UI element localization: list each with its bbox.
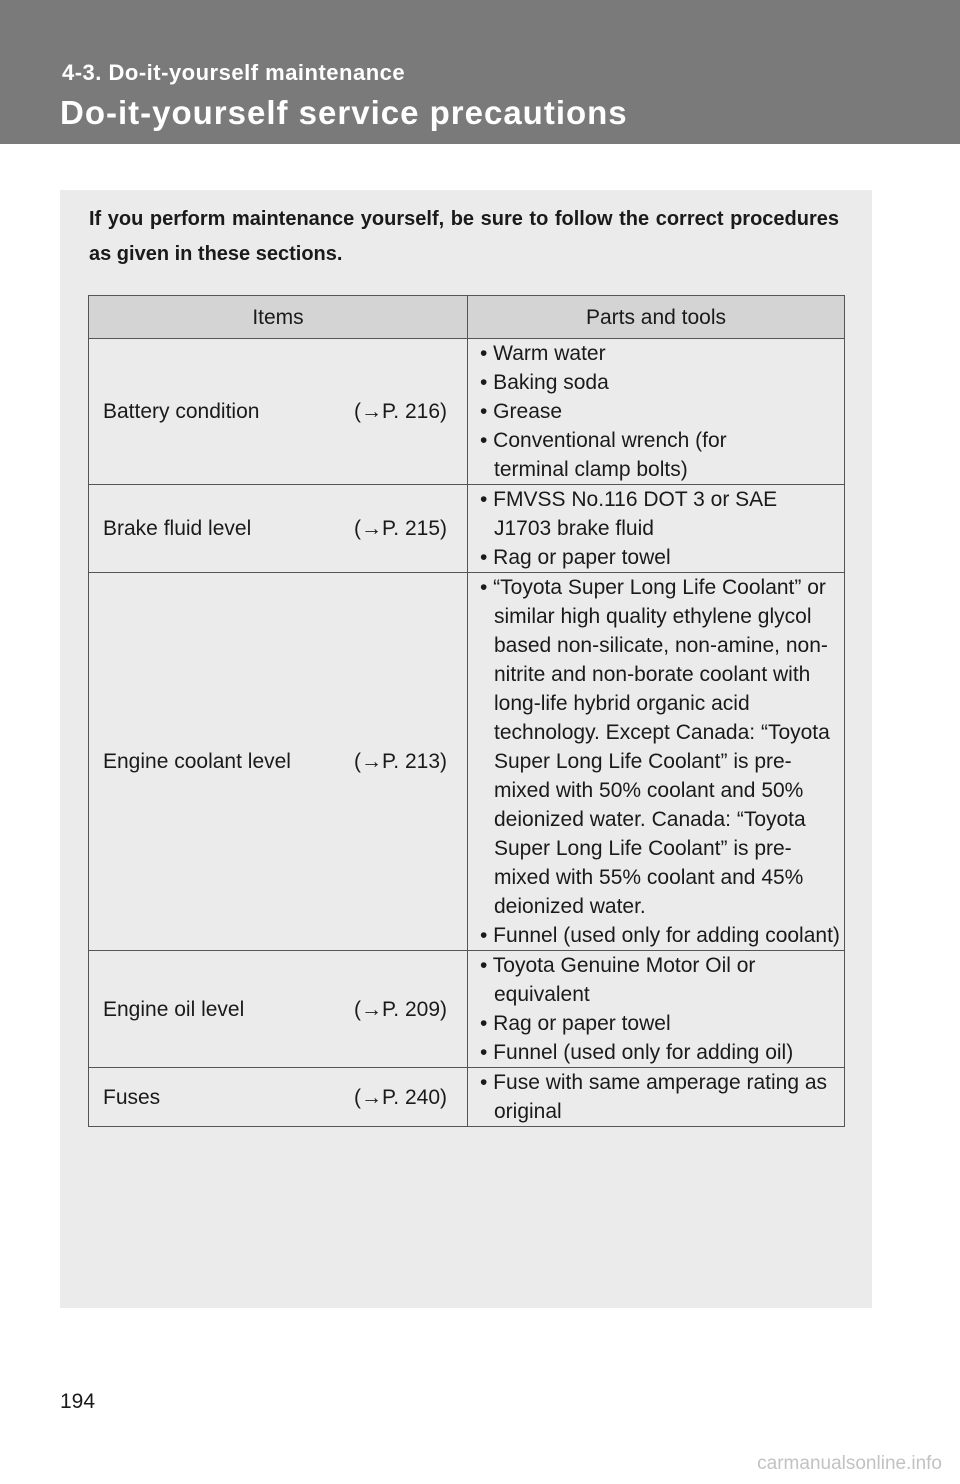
tool-item: • FMVSS No.116 DOT 3 or SAE J1703 brake fluid [480,488,778,540]
tool-item: • Toyota Genuine Motor Oil or equivalent [480,954,756,1006]
page-title: Do-it-yourself service precautions [60,94,628,131]
tools-cell [468,1068,845,1127]
tool-item: • Rag or paper towel [480,546,671,569]
tools-cell [468,485,845,573]
page-reference: (→P. 216) [354,400,447,423]
column-header-items: Items [89,296,468,339]
column-header-parts: Parts and tools [468,296,845,339]
item-name: Engine coolant level [103,750,291,773]
tool-item: • Baking soda [480,371,609,394]
table-row [89,951,845,1068]
watermark: carmanualsonline.info [757,1453,942,1474]
tool-item: • Funnel (used only for adding oil) [480,1041,794,1064]
page-number: 194 [60,1390,96,1413]
tools-cell [468,573,845,951]
tool-item: • “Toyota Super Long Life Coolant” or similar high quality ethylene glycol based non-silicate, non-amine, non-nitrite and non-borate coolant with long-life hybrid organic acid technology. Except Canada: “Toyota Super Long Life Coolant” is pre-mixed with 50% coolant and 50% deionized water. Canada: “Toyota Super Long Life Coolant” is pre-mixed with 55% coolant and 45% deionized water. [480,576,830,918]
item-cell [89,485,468,573]
table-row [89,573,845,951]
page-reference: (→P. 209) [354,997,447,1021]
item-cell [89,339,468,485]
tool-item: • Funnel (used only for adding coolant) [480,924,840,947]
parts-table [88,295,845,1127]
page-reference: (→P. 213) [354,750,447,773]
tool-item: • Rag or paper towel [480,1012,671,1035]
item-name: Brake fluid level [103,517,252,540]
section-label: 4-3. Do-it-yourself maintenance [62,60,406,85]
tools-cell [468,951,845,1068]
tool-item: • Fuse with same amperage rating as original [480,1071,828,1123]
intro-text: If you perform maintenance yourself, be sure to follow the correct procedures as given in these sections. [89,208,839,265]
item-cell [89,1068,468,1127]
table-row [89,339,845,485]
item-name: Fuses [103,1085,161,1109]
table-row [89,1068,845,1127]
item-cell [89,573,468,951]
page-header [0,0,960,144]
tools-cell [468,339,845,485]
item-cell [89,951,468,1068]
table-header-row [89,296,845,339]
table-row [89,485,845,573]
item-name: Battery condition [103,400,260,423]
tool-item: • Grease [480,400,563,423]
page-reference: (→P. 240) [354,1085,447,1109]
tool-item: • Conventional wrench (for terminal clamp bolts) [480,429,727,481]
item-name: Engine oil level [103,997,245,1021]
tool-item: • Warm water [480,342,606,365]
page-reference: (→P. 215) [354,517,447,540]
